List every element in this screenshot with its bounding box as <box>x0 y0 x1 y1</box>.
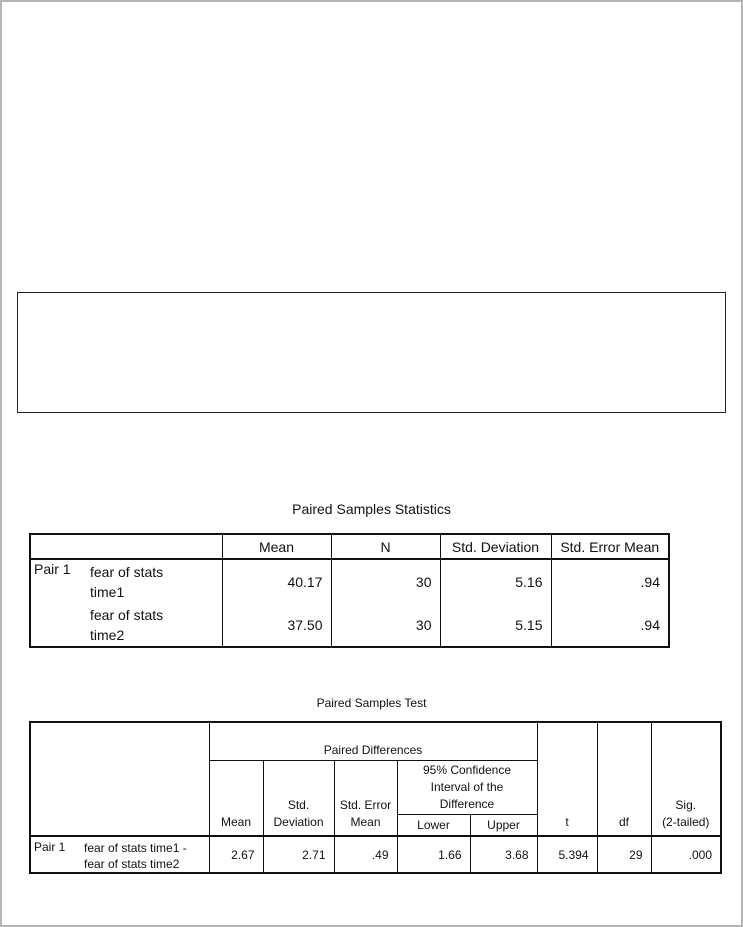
test-header-se <box>334 760 397 836</box>
paired-differences-header: Paired Differences <box>209 722 537 760</box>
se-header-line2: Mean <box>350 815 381 829</box>
test-header-sd <box>263 760 334 836</box>
sd-value: 5.16 <box>440 559 551 603</box>
n-value: 30 <box>331 603 440 647</box>
variable-label-line2: fear of stats time2 <box>84 857 180 871</box>
se-header-line1: Std. Error <box>339 798 392 812</box>
df-value: 29 <box>597 836 651 873</box>
test-header-df: df <box>597 722 651 836</box>
diff-mean-value: 2.67 <box>209 836 263 873</box>
variable-label-line1: fear of stats <box>90 563 164 580</box>
ci-header-line2: Interval of the <box>430 779 504 794</box>
sd-header-line1: Std. <box>287 798 310 812</box>
pair-label-empty <box>30 603 88 647</box>
ci-header <box>397 760 537 814</box>
variable-label <box>80 836 209 873</box>
table-row <box>30 603 669 647</box>
stats-corner-cell <box>30 534 222 559</box>
stats-header-sd: Std. Deviation <box>440 534 551 559</box>
stats-header-mean: Mean <box>222 534 331 559</box>
t-value: 5.394 <box>537 836 597 873</box>
sd-header-line2: Deviation <box>273 815 324 829</box>
pair-label: Pair 1 <box>30 836 80 873</box>
table-row <box>30 559 669 603</box>
stats-header-row <box>30 534 669 559</box>
diff-se-value: .49 <box>334 836 397 873</box>
empty-text-box <box>17 292 726 413</box>
sig-header-line2: (2-tailed) <box>662 815 710 829</box>
stats-table-title: Paired Samples Statistics <box>292 501 451 517</box>
paired-samples-statistics-table <box>29 533 670 648</box>
ci-lower-value: 1.66 <box>397 836 470 873</box>
test-header-upper: Upper <box>470 814 537 836</box>
variable-label <box>88 603 222 647</box>
sig-value: .000 <box>651 836 721 873</box>
test-header-row-1 <box>30 722 721 760</box>
mean-value: 40.17 <box>222 559 331 603</box>
stats-header-se: Std. Error Mean <box>551 534 669 559</box>
variable-label-line2: time2 <box>90 626 125 643</box>
pair-label: Pair 1 <box>30 559 88 603</box>
variable-label-line1: fear of stats <box>90 606 164 623</box>
test-corner-cell <box>30 722 209 836</box>
test-header-t: t <box>537 722 597 836</box>
sd-value: 5.15 <box>440 603 551 647</box>
se-value: .94 <box>551 603 669 647</box>
n-value: 30 <box>331 559 440 603</box>
test-header-mean: Mean <box>209 760 263 836</box>
variable-label <box>88 559 222 603</box>
test-header-sig <box>651 722 721 836</box>
ci-header-line1: 95% Confidence <box>422 762 512 777</box>
ci-upper-value: 3.68 <box>470 836 537 873</box>
variable-label-line1: fear of stats time1 - <box>84 841 187 855</box>
table-row <box>30 836 721 873</box>
test-header-lower: Lower <box>397 814 470 836</box>
stats-header-n: N <box>331 534 440 559</box>
variable-label-line2: time1 <box>90 583 125 600</box>
ci-header-line3: Difference <box>439 796 495 811</box>
paired-samples-test-table <box>29 721 722 874</box>
sig-header-line1: Sig. <box>675 798 697 812</box>
mean-value: 37.50 <box>222 603 331 647</box>
test-table-title: Paired Samples Test <box>316 696 427 710</box>
diff-sd-value: 2.71 <box>263 836 334 873</box>
se-value: .94 <box>551 559 669 603</box>
